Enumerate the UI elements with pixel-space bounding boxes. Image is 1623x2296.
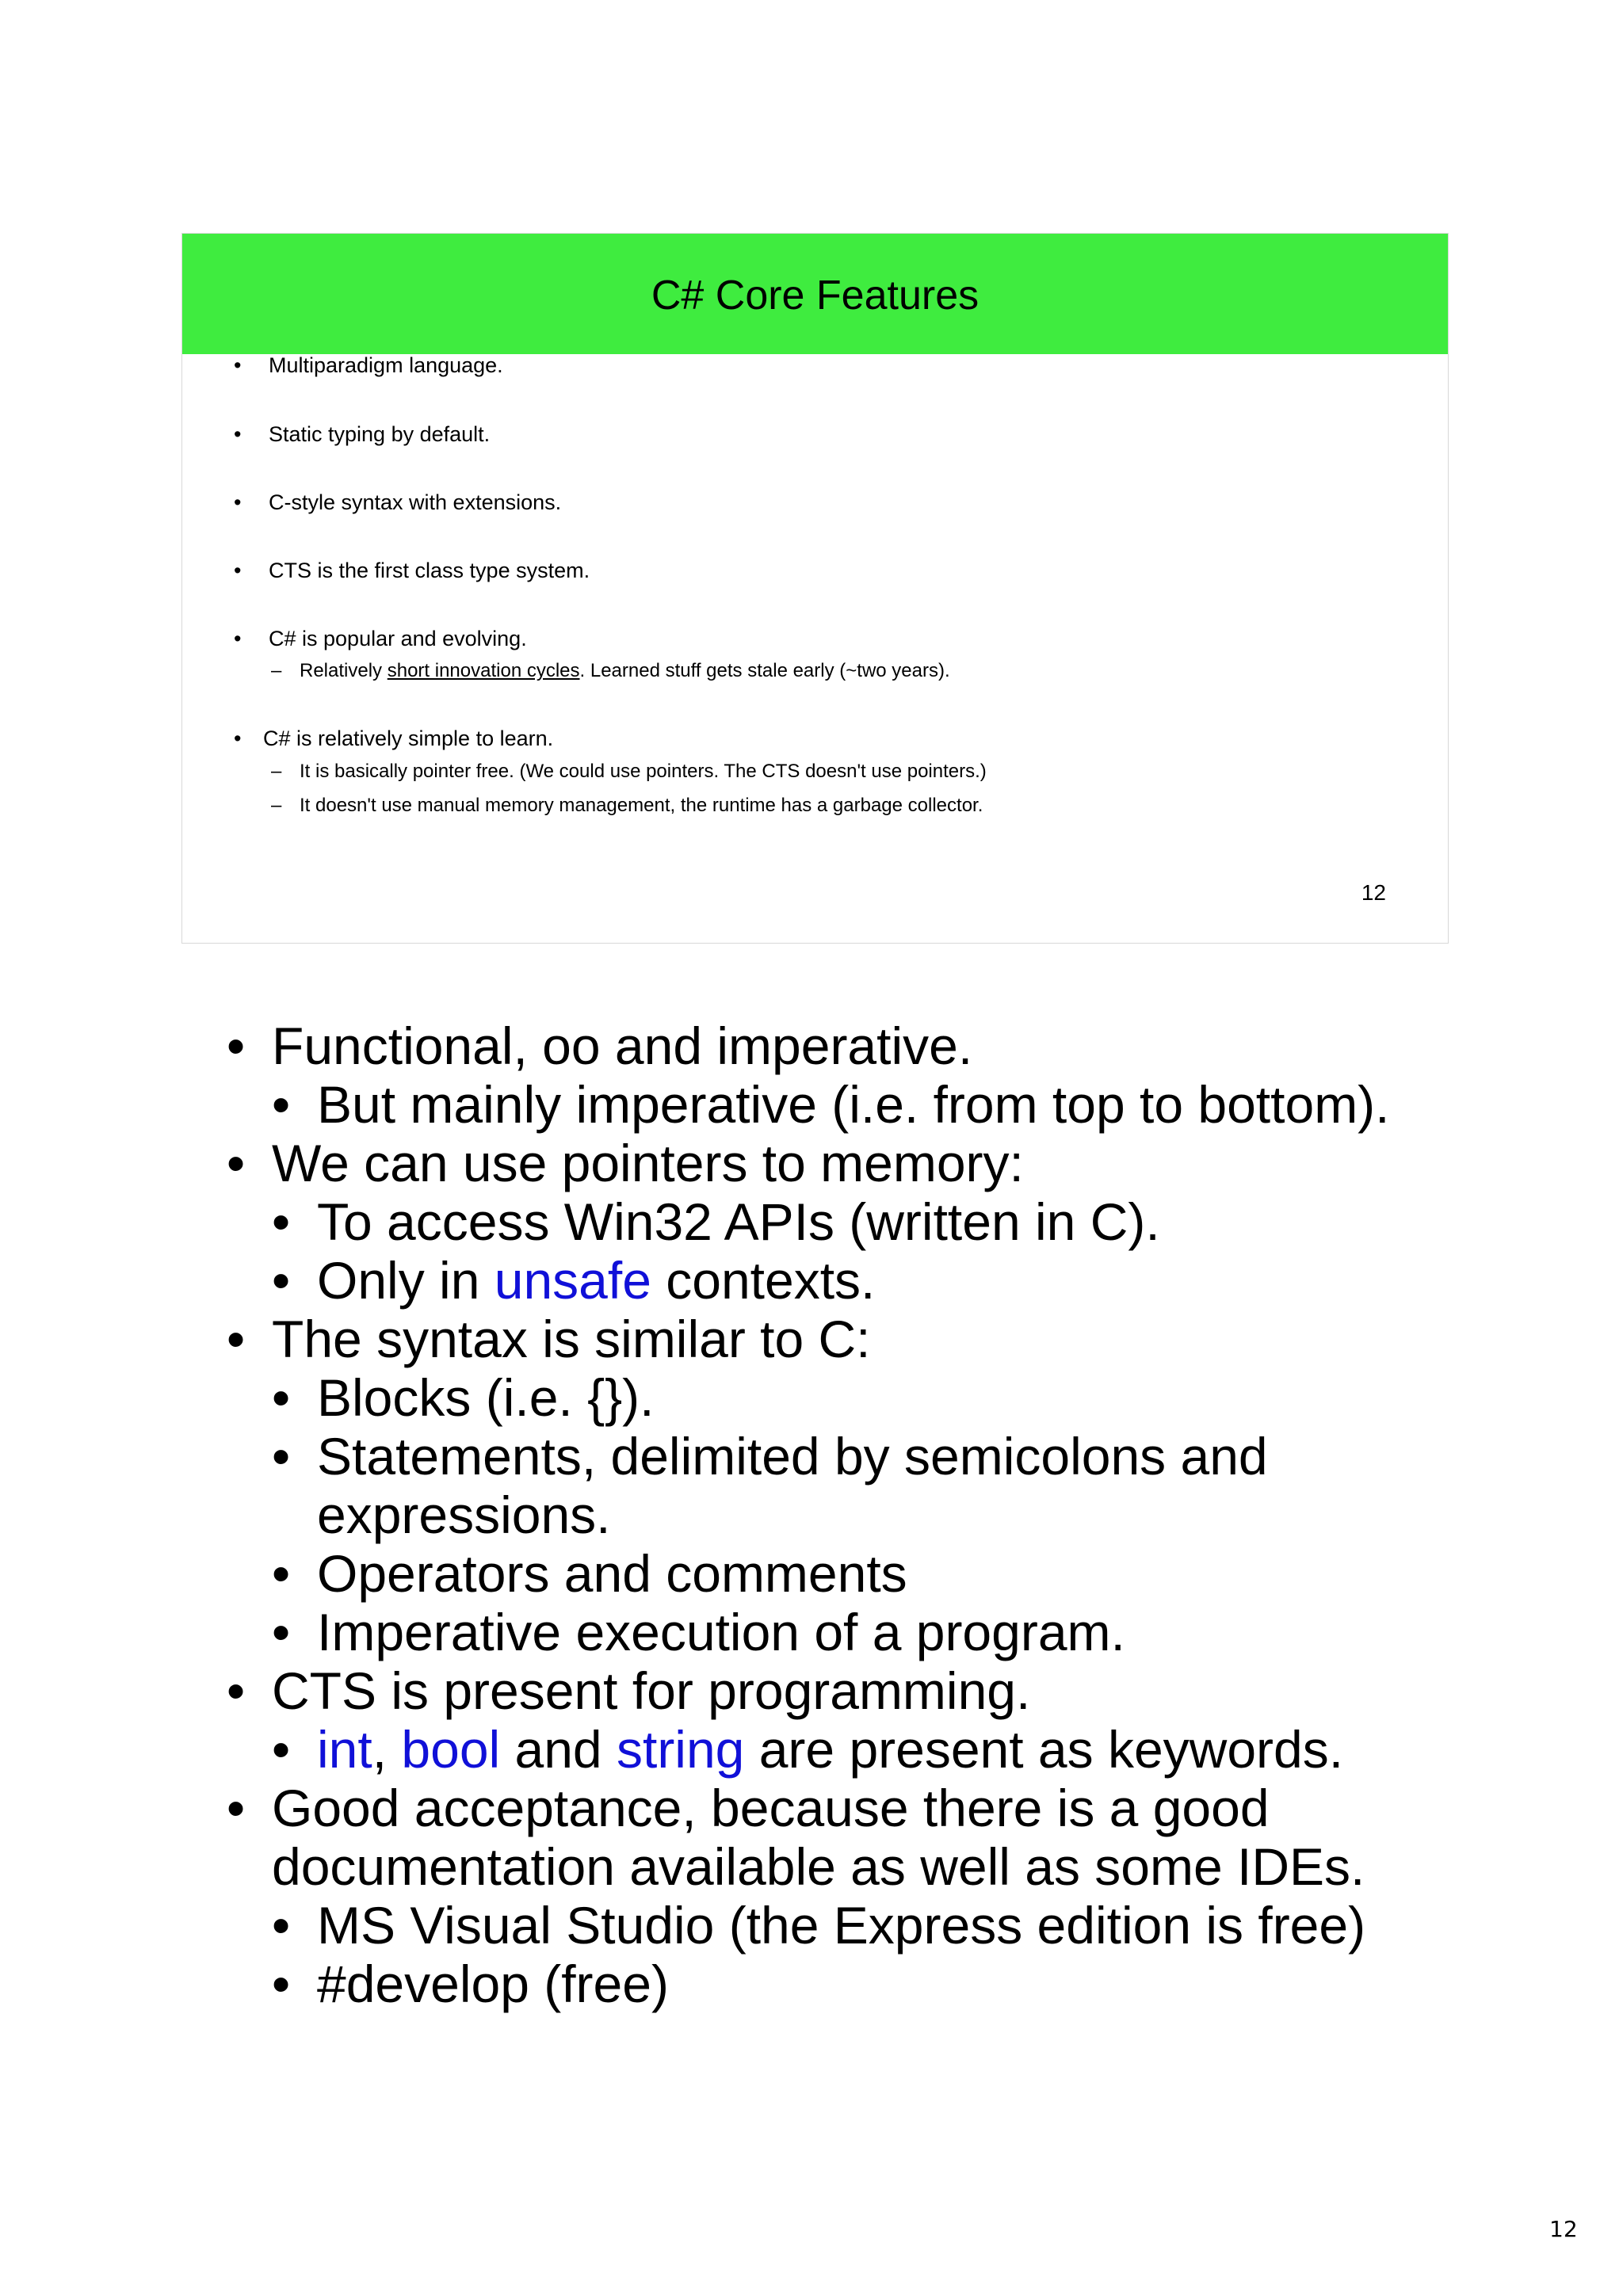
- slide-title: C# Core Features: [651, 273, 980, 318]
- notes-sub-bullet: • MS Visual Studio (the Express edition is free): [272, 1896, 1366, 1955]
- notes-bullet: • Good acceptance, because there is a good: [227, 1779, 1270, 1837]
- underlined-text: short innovation cycles: [387, 660, 580, 681]
- notes-sub-bullet: • int, bool and string are present as keywords.: [272, 1720, 1344, 1779]
- slide-thumbnail: C# Core Features • Multiparadigm language. • Static typing by default. • C-style syntax with extensions. • CTS is the first class type system. • C# is popular and evolving. – Relatively short innovation cycles. Learned stuff gets stale early (~two years). • C# is relatively simple to learn. – It is basically pointer free. (We could use pointers. The CTS doesn't use pointers.) – It doesn't use manual memory management, the runtime has a garbage collector. 12: [181, 233, 1449, 944]
- page-number: 12: [1549, 2216, 1578, 2242]
- slide-number: 12: [1361, 880, 1386, 905]
- notes-sub-bullet: • Imperative execution of a program.: [272, 1603, 1125, 1661]
- notes-sub-bullet: • Statements, delimited by semicolons and: [272, 1427, 1268, 1486]
- notes-continuation: expressions.: [317, 1486, 611, 1544]
- notes-sub-bullet: • #develop (free): [272, 1955, 669, 2013]
- keyword-string: string: [616, 1720, 745, 1779]
- notes-bullet: • We can use pointers to memory:: [227, 1134, 1024, 1192]
- keyword-bool: bool: [401, 1720, 501, 1779]
- keyword-int: int: [317, 1720, 372, 1779]
- notes-bullet: • CTS is present for programming.: [227, 1661, 1031, 1720]
- slide-header: [182, 234, 1448, 354]
- notes-sub-bullet: • But mainly imperative (i.e. from top to bottom).: [272, 1075, 1390, 1134]
- notes-bullet: • Functional, oo and imperative.: [227, 1016, 973, 1075]
- notes-bullet: • The syntax is similar to C:: [227, 1310, 871, 1368]
- notes-sub-bullet: • To access Win32 APIs (written in C).: [272, 1192, 1160, 1251]
- keyword-unsafe: unsafe: [494, 1251, 651, 1310]
- notes-sub-bullet: • Operators and comments: [272, 1544, 907, 1603]
- notes-sub-bullet: • Only in unsafe contexts.: [272, 1251, 876, 1310]
- notes-sub-bullet: • Blocks (i.e. {}).: [272, 1368, 655, 1427]
- notes-continuation: documentation available as well as some IDEs.: [272, 1837, 1365, 1896]
